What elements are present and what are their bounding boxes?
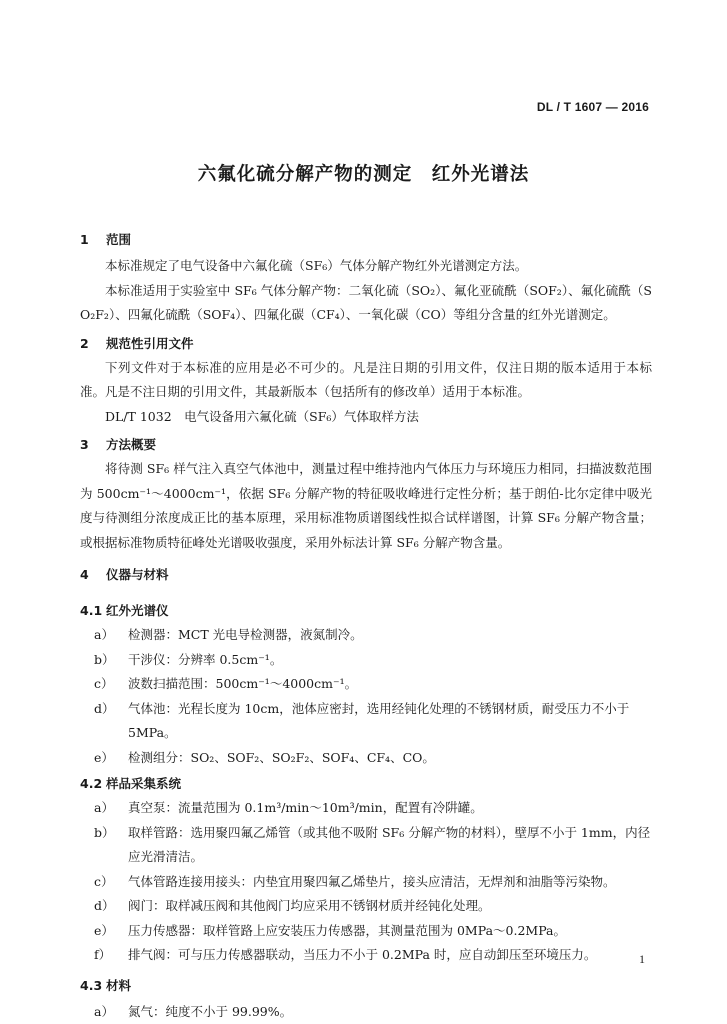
section-heading	[80, 435, 652, 453]
subsection-heading	[80, 774, 652, 792]
document-body	[80, 230, 652, 1024]
list-item: f） 排气阀：可与压力传感器联动，当压力不小于 0.2MPa 时，应自动卸压至环境压力。	[94, 947, 597, 962]
list-item: d） 气体池：光程长度为 10cm，池体应密封，选用经钝化处理的不锈钢材质，耐受压力不小于 5MPa。	[94, 700, 630, 740]
section-number: 4	[80, 567, 89, 582]
document-title: 六氟化硫分解产物的测定 红外光谱法	[197, 164, 530, 185]
section-title: 材料	[106, 977, 132, 993]
section-number: 4.3	[80, 977, 103, 993]
paragraph: 下列文件对于本标准的应用是必不可少的。凡是注日期的引用文件，仅注日期的版本适用于本标准。凡是不注日期的引用文件，其最新版本（包括所有的修改单）适用于本标准。	[80, 359, 652, 399]
list-item: a） 真空泵：流量范围为 0.1m³/min～10m³/min，配置有冷阱罐。	[94, 800, 483, 815]
section-number: 3	[80, 437, 89, 452]
subsection-heading	[80, 601, 652, 619]
section-heading	[80, 230, 652, 248]
reference-entry: DL/T 1032 电气设备用六氟化硫（SF₆）气体取样方法	[105, 408, 419, 424]
section-title: 范围	[106, 232, 132, 247]
list-item: c） 波数扫描范围：500cm⁻¹～4000cm⁻¹。	[94, 676, 358, 691]
section-number: 2	[80, 335, 89, 351]
item-list	[80, 796, 652, 968]
list-item: a） 检测器：MCT 光电导检测器，液氮制冷。	[94, 627, 363, 642]
subsection-heading	[80, 976, 652, 994]
standard-code: DL / T 1607 — 2016	[536, 100, 649, 114]
list-item: a） 氮气：纯度不小于 99.99%。	[94, 1003, 293, 1019]
list-item: e） 压力传感器：取样管路上应安装压力传感器，其测量范围为 0MPa～0.2MPa。	[94, 922, 567, 938]
item-list	[80, 1000, 652, 1024]
list-item: b） 干涉仪：分辨率 0.5cm⁻¹。	[94, 651, 283, 667]
list-item: d） 阀门：取样减压阀和其他阀门均应采用不锈钢材质并经钝化处理。	[94, 898, 491, 913]
section-number: 4.1	[80, 603, 103, 618]
paragraph: 本标准规定了电气设备中六氟化硫（SF₆）气体分解产物红外光谱测定方法。	[105, 258, 528, 273]
item-list	[80, 623, 652, 770]
page-number: 1	[639, 952, 645, 966]
section-number: 4.2	[80, 776, 103, 791]
section-title: 样品采集系统	[106, 776, 182, 791]
section-title: 规范性引用文件	[106, 335, 194, 351]
list-item: e） 检测组分：SO₂、SOF₂、SO₂F₂、SOF₄、CF₄、CO。	[94, 749, 435, 765]
section-heading	[80, 334, 652, 352]
list-item: c） 气体管路连接用接头：内垫宜用聚四氟乙烯垫片，接头应清洁，无焊剂和油脂等污染物。	[94, 873, 616, 889]
section-title: 仪器与材料	[106, 567, 169, 582]
paragraph: 将待测 SF₆ 样气注入真空气体池中，测量过程中维持池内气体压力与环境压力相同，扫描波数范围为 500cm⁻¹～4000cm⁻¹，依据 SF₆ 分解产物的特征吸收峰进行定性分析；基于朗伯-比尔定律中吸光度与待测组分浓度成正比的基本原理，采用标准物质谱图线性拟合试样谱图，计算 SF₆ 分解产物含量；或根据标准物质特征峰处光谱吸收强度，采用外标法计算 SF₆ 分解产物含量。	[80, 461, 652, 550]
section-title: 方法概要	[106, 437, 157, 452]
section-heading	[80, 565, 652, 583]
paragraph: 本标准适用于实验室中 SF₆ 气体分解产物：二氧化硫（SO₂）、氟化亚硫酰（SOF₂）、氟化硫酰（SO₂F₂）、四氟化硫酰（SOF₄）、四氟化碳（CF₄）、一氧化碳（CO）等组分含量的红外光谱测定。	[80, 282, 652, 322]
list-item: b） 取样管路：选用聚四氟乙烯管（或其他不吸附 SF₆ 分解产物的材料），壁厚不小于 1mm，内径应光滑清洁。	[94, 824, 651, 864]
section-title: 红外光谱仪	[106, 603, 169, 618]
section-number: 1	[80, 232, 89, 247]
